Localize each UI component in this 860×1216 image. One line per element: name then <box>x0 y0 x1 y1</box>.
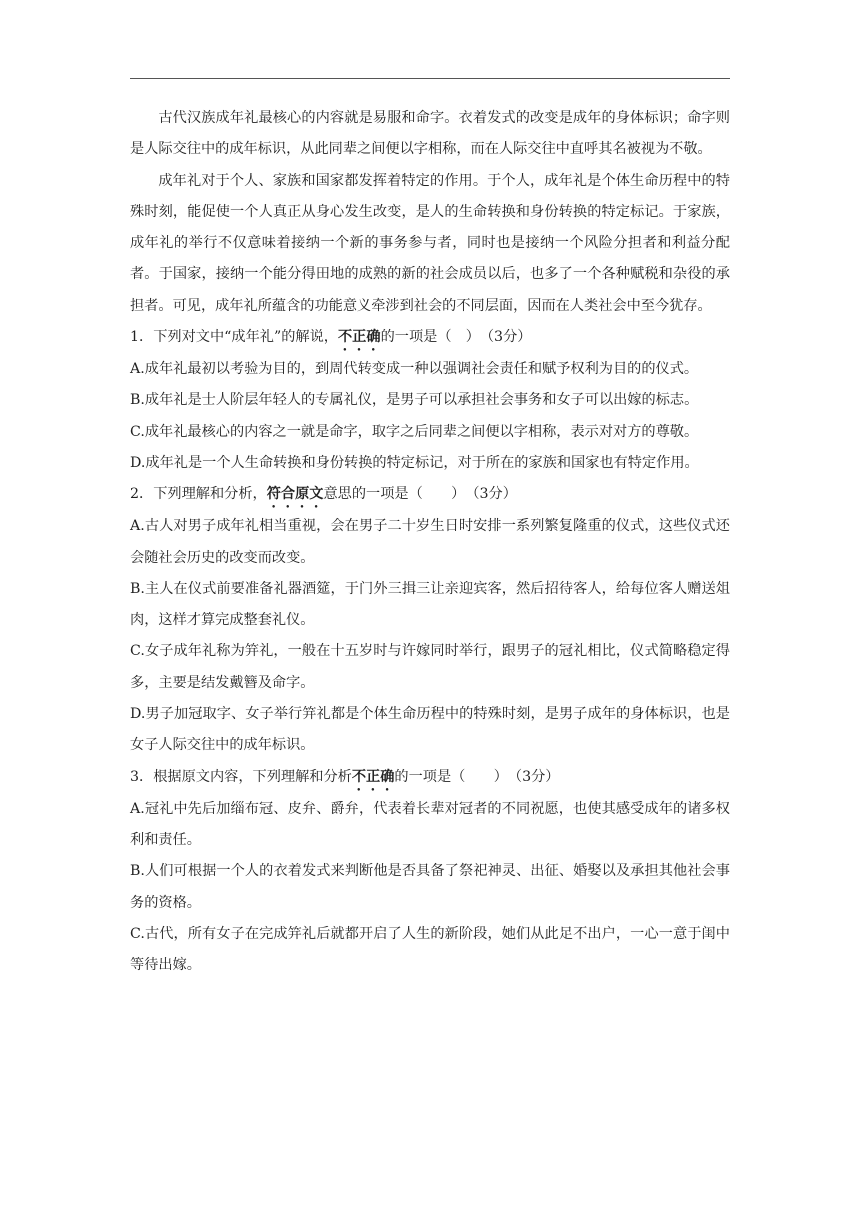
header-rule <box>130 78 730 79</box>
question-2-option-d: D.男子加冠取字、女子举行笄礼都是个体生命历程中的特殊时刻，是男子成年的身体标识，也是女子人际交往中的成年标识。 <box>130 706 730 754</box>
question-1-option-a: A.成年礼最初以考验为目的，到周代转变成一种以强调社会责任和赋予权利为目的的仪式。 <box>130 361 699 378</box>
emphasis-text: 不正确 <box>351 768 395 785</box>
question-3-option-a: A.冠礼中先后加缁布冠、皮弁、爵弁，代表着长辈对冠者的不同祝愿，也使其感受成年的诸多权利和责任。 <box>130 800 730 848</box>
question-3-option-c: C.古代，所有女子在完成笄礼后就都开启了人生的新阶段，她们从此足不出户，一心一意于闺中等待出嫁。 <box>130 925 730 974</box>
passage-paragraph-1: 古代汉族成年礼最核心的内容就是易服和命字。衣着发式的改变是成年的身体标识；命字则是人际交往中的成年标识，从此同辈之间便以字相称，而在人际交往中直呼其名被视为不敬。 <box>130 110 730 158</box>
question-3: 3．根据原文内容，下列理解和分析不正确的一项是（ ） （3分） <box>130 768 560 785</box>
question-2-option-a: A.古人对男子成年礼相当重视，会在男子二十岁生日时安排一系列繁复隆重的仪式，这些仪式还会随社会历史的改变而改变。 <box>130 518 730 566</box>
emphasis-text: 不正确 <box>337 329 381 346</box>
document-body <box>130 103 730 981</box>
question-1-option-d: D.成年礼是一个人生命转换和身份转换的特定标记，对于所在的家族和国家也有特定作用。 <box>130 454 699 471</box>
emphasis-text: 符合原文 <box>266 486 324 503</box>
question-1-option-b: B.成年礼是士人阶层年轻人的专属礼仪，是男子可以承担社会事务和女子可以出嫁的标志。 <box>130 392 699 409</box>
question-3-option-b: B.人们可根据一个人的衣着发式来判断他是否具备了祭祀神灵、出征、婚娶以及承担其他社会事务的资格。 <box>130 863 730 911</box>
question-2-option-b: B.主人在仪式前要准备礼器酒筵，于门外三揖三让亲迎宾客，然后招待客人，给每位客人赠送俎肉，这样才算完成整套礼仪。 <box>130 580 730 629</box>
question-2-option-c: C.女子成年礼称为笄礼，一般在十五岁时与许嫁同时举行，跟男子的冠礼相比，仪式简略稳定得多，主要是结发戴簪及命字。 <box>130 643 730 691</box>
question-2: 2．下列理解和分析，符合原文意思的一项是（ ） （3分） <box>130 486 517 503</box>
question-1: 1．下列对文中“成年礼”的解说，不正确的一项是（ ） （3分） <box>130 329 532 346</box>
passage-paragraph-2: 成年礼对于个人、家族和国家都发挥着特定的作用。于个人，成年礼是个体生命历程中的特殊时刻，能促使一个人真正从身心发生改变，是人的生命转换和身份转换的特定标记。于家族，成年礼的举行不仅意味着接纳一个新的事务参与者，同时也是接纳一个风险分担者和利益分配者。于国家，接纳一个能分得田地的成熟的新的社会成员以后，也多了一个各种赋税和杂役的承担者。可见，成年礼所蕴含的功能意义牵涉到社会的不同层面，因而在人类社会中至今犹存。 <box>130 172 730 314</box>
question-1-option-c: C.成年礼最核心的内容之一就是命字，取字之后同辈之间便以字相称，表示对对方的尊敬。 <box>130 423 699 440</box>
